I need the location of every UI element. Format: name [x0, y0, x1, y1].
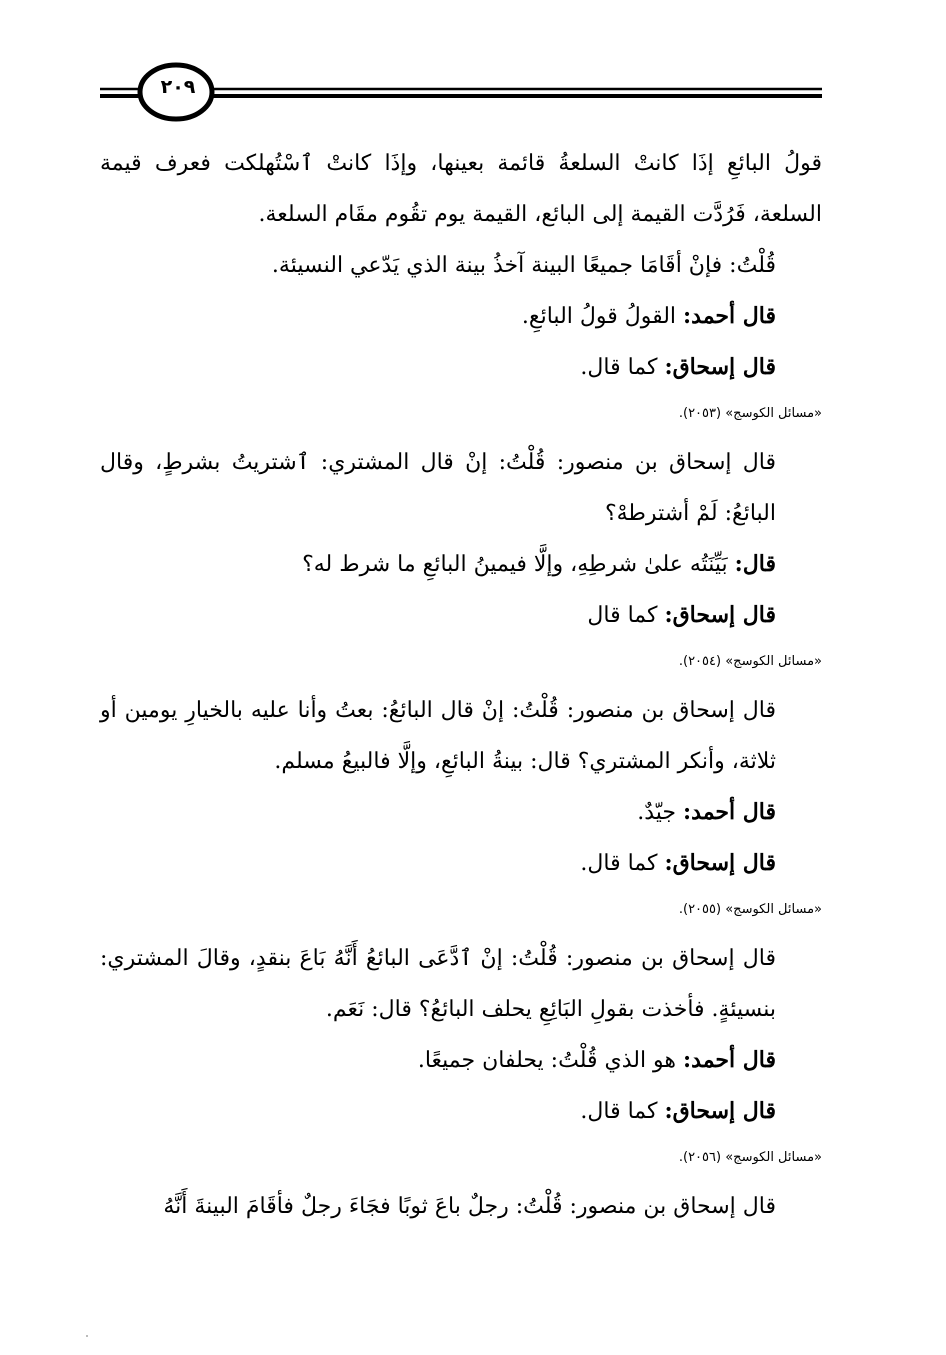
speaker-label: قال إسحاق: [664, 354, 776, 380]
paragraph: قولُ البائعِ إذَا كانتْ السلعةُ قائمة بعينها، وإذَا كانتْ ٱسْتُهلكت فعرف قيمة السلعة، فَرُدَّت القيمة إلى البائع، القيمة يوم تقُوم مقَام السلعة. [100, 151, 822, 227]
paragraph: قال إسحاق بن منصور: قُلْتُ: رجلٌ باعَ ثوبًا فجَاءَ رجلٌ فأقَامَ البينةَ أَنَّهُ [163, 1194, 776, 1219]
speaker-text: بَيِّنَتُه علىٰ شرطِهِ، وإلَّا فيمينُ البائعِ ما شرط له؟ [302, 552, 735, 577]
speaker-label: قال أحمد: [683, 303, 776, 329]
scan-speck [86, 1335, 88, 1337]
speaker-text: كما قال. [580, 355, 665, 380]
paragraph: قال إسحاق بن منصور: قُلْتُ: إنْ قال البائعُ: بعتُ وأنا عليه بالخيارِ يومين أو ثلاثة، وأنكر المشتري؟ قال: بينةُ البائعِ، وإلَّا فالبيعُ مسلم. [100, 698, 776, 774]
reference-note: «مسائل الكوسج» (٢٠٥٣). [678, 406, 822, 421]
reference-note: «مسائل الكوسج» (٢٠٥٦). [678, 1150, 822, 1165]
paragraph: قُلْتُ: فإنْ أقَامَا جميعًا البينة آخذُ بينة الذي يَدّعي النسيئة. [271, 253, 776, 278]
page-header [100, 62, 822, 122]
speaker-line [100, 291, 822, 342]
reference-note: «مسائل الكوسج» (٢٠٥٤). [678, 654, 822, 669]
speaker-line [100, 1086, 822, 1137]
speaker-label: قال إسحاق: [664, 602, 776, 628]
speaker-label: قال إسحاق: [664, 1098, 776, 1124]
paragraph: قال إسحاق بن منصور: قُلْتُ: إنْ قال المشتري: ٱشتريتُ بشرطٍ، وقال البائعُ: لَمْ أشترطهْ؟ [100, 450, 776, 526]
speaker-label: قال أحمد: [683, 1047, 776, 1073]
page-body [100, 138, 822, 1232]
speaker-line [100, 342, 822, 393]
paragraph: قال إسحاق بن منصور: قُلْتُ: إنْ ٱدَّعَى البائعُ أَنَّهُ بَاعَ بنقدٍ، وقالَ المشتري: بنسيئةٍ. فأخذت بقولِ البَائِعِ يحلف البائعُ؟ قال: نَعَم. [100, 946, 776, 1022]
speaker-line [100, 787, 822, 838]
page-number: ٢٠٩ [160, 76, 196, 98]
speaker-line [100, 838, 822, 889]
speaker-text: كما قال [587, 603, 665, 628]
speaker-label: قال إسحاق: [664, 850, 776, 876]
speaker-line [100, 590, 822, 641]
reference-note: «مسائل الكوسج» (٢٠٥٥). [678, 902, 822, 917]
speaker-text: كما قال. [580, 1099, 665, 1124]
speaker-text: القولُ قولُ البائعِ. [521, 304, 684, 329]
speaker-text: جيّدٌ. [637, 800, 684, 825]
speaker-text: كما قال. [580, 851, 665, 876]
speaker-line [100, 539, 822, 590]
speaker-label: قال أحمد: [683, 799, 776, 825]
speaker-label: قال: [734, 551, 776, 577]
speaker-line [100, 1035, 822, 1086]
speaker-text: هو الذي قُلْتُ: يحلفان جميعًا. [417, 1048, 684, 1073]
